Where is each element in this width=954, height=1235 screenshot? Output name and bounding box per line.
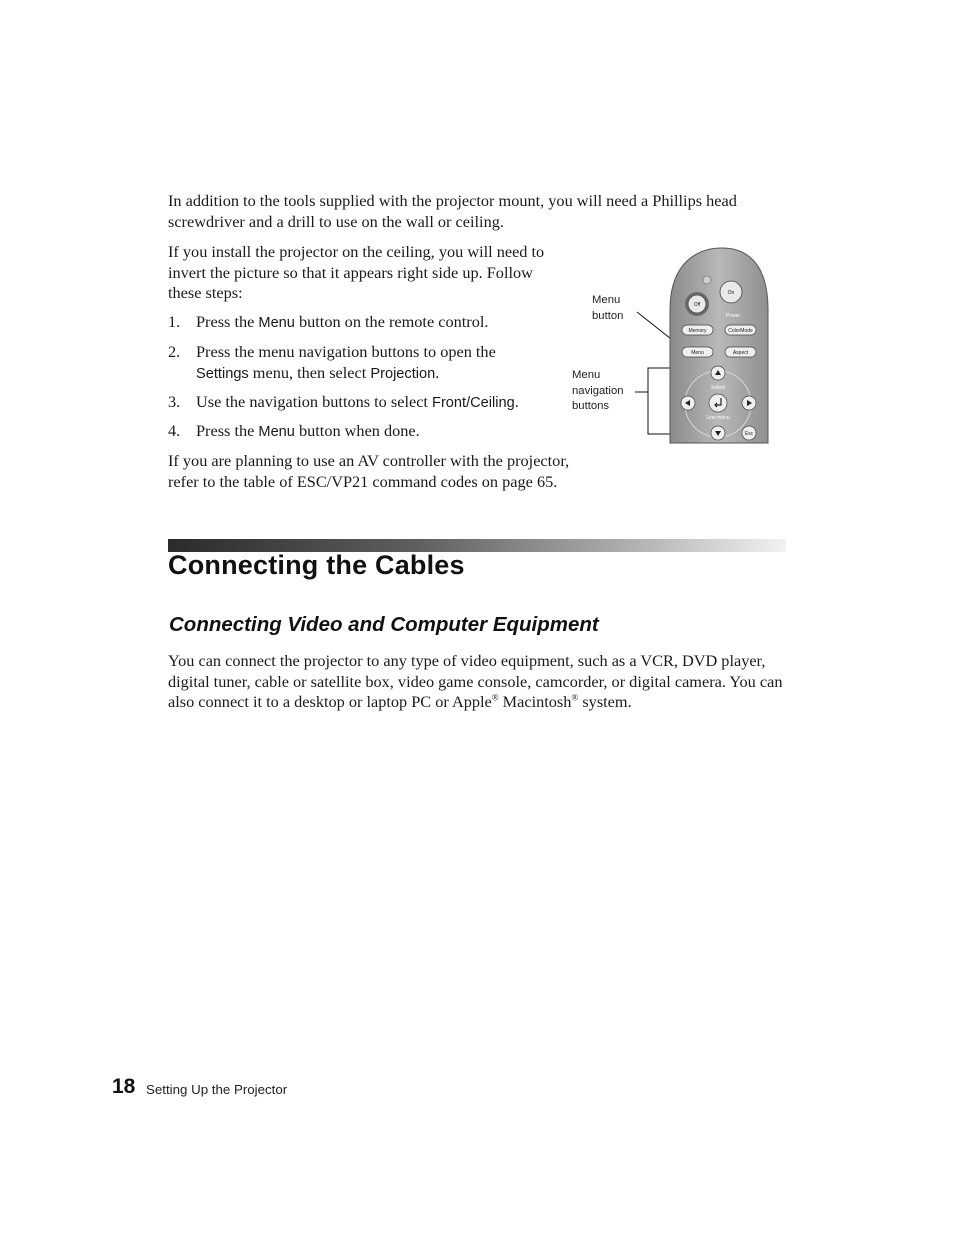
av-controller-paragraph: If you are planning to use an AV controller with the projector, refer to the table of ESC/VP21 command codes on page 65. (168, 451, 570, 491)
intro-paragraph-1: In addition to the tools supplied with the projector mount, you will need a Phillips head screwdriver and a drill to use on the wall or ceiling. (168, 191, 737, 231)
on-label: On (727, 290, 735, 296)
section-heading: Connecting the Cables (168, 550, 465, 580)
indicator-light (703, 276, 711, 284)
step-2: 2. Press the menu navigation buttons to open the Settings menu, then select Projection. (168, 342, 496, 382)
select-label: Select (711, 385, 725, 391)
step-number: 3. (168, 392, 181, 411)
registered-mark: ® (491, 692, 499, 703)
memory-label: Memory (688, 328, 707, 334)
running-footer-title: Setting Up the Projector (146, 1082, 288, 1097)
esc-label: Esc (744, 431, 754, 437)
aspect-label: Aspect (732, 350, 749, 356)
enter-button (709, 394, 727, 412)
subsection-heading: Connecting Video and Computer Equipment (169, 613, 599, 636)
step-4: 4. Press the Menu button when done. (168, 421, 420, 440)
registered-mark: ® (571, 692, 579, 703)
callout-navigation-buttons: Menu navigation buttons (572, 369, 624, 412)
ui-term-settings: Settings (196, 365, 249, 382)
menu-label: Menu (691, 350, 704, 356)
page-number: 18 (112, 1075, 136, 1098)
callout-menu-button: Menu button (592, 294, 624, 322)
step-number: 2. (168, 342, 181, 361)
step-1: 1. Press the Menu button on the remote control. (168, 312, 489, 331)
power-label: Power (725, 313, 741, 319)
line-menu-label: Line menu (706, 415, 730, 421)
ui-term-projection: Projection (370, 365, 436, 382)
remote-control-illustration (630, 240, 780, 450)
color-mode-label: ColorMode (728, 328, 753, 334)
intro-paragraph-2: If you install the projector on the ceiling, you will need to invert the picture so that it appears right side up. Follow these steps: (168, 242, 545, 302)
step-3: 3. Use the navigation buttons to select Front/Ceiling. (168, 392, 519, 411)
ui-term-menu: Menu (258, 424, 295, 440)
off-label: Off (693, 302, 701, 308)
ui-term-menu: Menu (258, 315, 295, 331)
step-number: 4. (168, 421, 181, 440)
connect-paragraph: You can connect the projector to any type of video equipment, such as a VCR, DVD player, digital tuner, cable or satellite box, video game console, camcorder, or digital camera. You can also connect it to a desktop or laptop PC or Apple® Macintosh® system. (168, 651, 783, 711)
ui-term-front-ceiling: Front/Ceiling (432, 395, 515, 411)
step-number: 1. (168, 312, 181, 331)
remote-body (670, 248, 768, 443)
